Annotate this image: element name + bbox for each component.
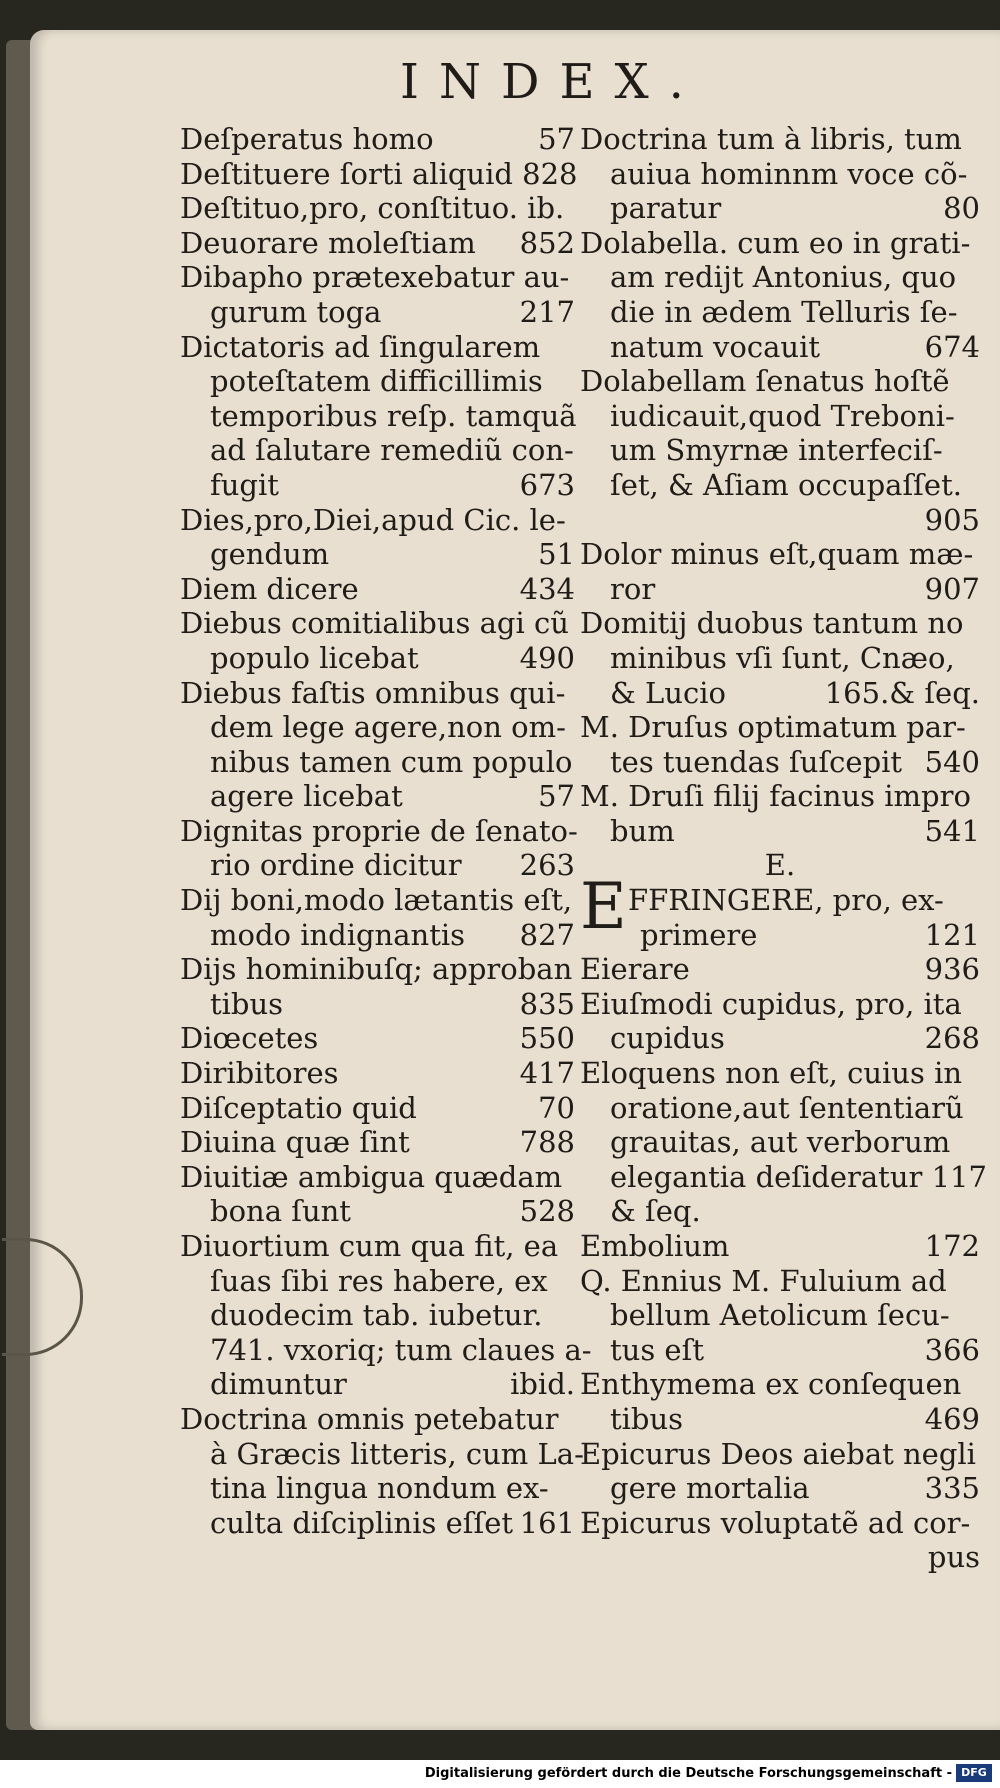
index-entry-text: rio ordine dicitur: [210, 848, 462, 883]
index-entry-text: Enthymema ex conſequen: [580, 1367, 962, 1402]
index-line: [180, 191, 575, 226]
index-entry-text: grauitas, aut verborum: [610, 1125, 951, 1160]
index-entry-text: Diſceptatio quid: [180, 1090, 417, 1125]
index-line: [180, 676, 575, 711]
index-entry-text: cupidus: [610, 1021, 725, 1056]
index-line: [580, 606, 980, 641]
index-entry-text: culta diſciplinis eſſet: [210, 1505, 514, 1540]
index-entry-text: gurum toga: [210, 294, 382, 329]
page-number: 268: [924, 1021, 980, 1056]
index-entry-text: natum vocauit: [610, 329, 820, 364]
index-entry-text: ſet, & Aſiam occupaſſet.: [610, 467, 962, 502]
index-entry-text: Embolium: [580, 1229, 730, 1263]
footer-bar: [0, 1760, 1000, 1788]
index-line: [180, 779, 575, 814]
page-number: 936: [924, 952, 980, 987]
index-entry-text: Doctrina omnis petebatur: [180, 1401, 559, 1436]
index-entry-text: Eierare: [580, 952, 690, 987]
index-entry-text: Dolabella. cum eo in grati-: [580, 225, 971, 260]
index-entry-text: primere: [640, 917, 758, 952]
index-entry-text: oratione,aut ſententiarũ: [610, 1090, 964, 1125]
index-entry-text: bum: [610, 813, 675, 848]
page-number: 70: [538, 1090, 575, 1125]
index-line: [180, 883, 575, 918]
drop-initial: E: [580, 870, 627, 945]
index-line: [580, 330, 980, 365]
page-number: pus: [927, 1540, 980, 1575]
page-number: 434: [519, 571, 575, 606]
index-line: [580, 1194, 980, 1229]
index-line: [180, 572, 575, 607]
index-entry-text: Diem dicere: [180, 571, 359, 606]
index-line: [180, 364, 575, 399]
index-entry-text: Deſtituo,pro, conſtituo. ib.: [180, 191, 565, 226]
index-entry-text: minibus vſi ſunt, Cnæo,: [610, 640, 955, 675]
index-entry-text: Dij boni,modo lætantis eſt,: [180, 883, 573, 918]
index-entry-text: Deuorare moleſtiam: [180, 225, 476, 260]
index-entry-text: Dies,pro,Diei,apud Cic. le-: [180, 502, 566, 537]
page-number: 263: [519, 848, 575, 883]
index-line: [580, 1229, 980, 1264]
index-line: [580, 1091, 980, 1126]
index-entry-text: ad ſalutare remediũ con-: [210, 433, 574, 468]
index-entry-text: Deſperatus homo: [180, 122, 434, 156]
index-entry-text: Dibapho prætexebatur au-: [180, 260, 570, 295]
index-line: [180, 848, 575, 883]
index-line: [180, 606, 575, 641]
page-number: 905: [924, 502, 980, 537]
index-line: [180, 503, 575, 538]
index-entry-text: gere mortalia: [610, 1471, 810, 1506]
index-entry-text: Doctrina tum à libris, tum: [580, 122, 962, 156]
right-column: [580, 122, 987, 1575]
index-entry-text: tibus: [610, 1401, 684, 1436]
page-number: 852: [519, 225, 575, 260]
page-number: 788: [519, 1125, 575, 1160]
index-line: [580, 918, 980, 953]
index-entry-text: tes tuendas ſuſcepit: [610, 744, 903, 779]
index-entry-text: Dijs hominibuſq; approban: [180, 952, 573, 987]
index-entry-text: Dolor minus eſt,quam mæ-: [580, 537, 974, 572]
index-line: [180, 468, 575, 503]
page-number: 217: [519, 294, 575, 329]
left-column: [180, 122, 592, 1540]
index-line: [580, 1437, 980, 1472]
index-line: [180, 156, 578, 192]
index-line: [580, 1021, 980, 1056]
index-entry-text: duodecim tab. iubetur.: [210, 1298, 543, 1333]
index-entry-text: Eloquens non eſt, cuius in: [580, 1056, 963, 1091]
page-number: 57: [538, 122, 575, 156]
index-line: [180, 1436, 584, 1472]
index-line: [580, 572, 980, 607]
index-line: [180, 226, 575, 261]
index-entry-text: dem lege agere,non om-: [210, 710, 566, 745]
index-entry-text: elegantia deſideratur 117: [610, 1159, 987, 1194]
page-number: 165.& ſeq.: [824, 675, 980, 710]
index-entry-text: 741. vxoriq; tum claues a-: [210, 1332, 592, 1367]
index-line: [580, 1159, 987, 1195]
index-line: [180, 330, 575, 365]
index-entry-text: tus eſt: [610, 1332, 704, 1367]
page-number: 827: [519, 917, 575, 952]
index-line: [580, 1333, 980, 1368]
index-line: [580, 1298, 980, 1333]
page-number: 490: [519, 640, 575, 675]
index-line: [580, 1540, 980, 1575]
index-line: [180, 1160, 575, 1195]
index-entry-text: ror: [610, 571, 656, 606]
index-line: [580, 676, 980, 711]
index-line: [180, 1402, 575, 1437]
index-entry-text: dimuntur: [210, 1367, 347, 1402]
index-entry-text: am redijt Antonius, quo: [610, 260, 957, 295]
footer-text: Digitalisierung gefördert durch die Deutsche Forschungsgemeinschaft -: [424, 1766, 952, 1781]
page-number: 550: [519, 1021, 575, 1056]
index-entry-text: nibus tamen cum populo: [210, 744, 573, 779]
index-line: [580, 1367, 980, 1402]
index-line: [180, 952, 575, 987]
index-entry-text: Diribitores: [180, 1056, 339, 1091]
index-line: [580, 987, 980, 1022]
index-line: [180, 1367, 575, 1402]
index-line: [180, 641, 575, 676]
index-entry-text: poteſtatem difficillimis: [210, 364, 543, 399]
index-line: [180, 1264, 575, 1299]
index-entry-text: Deſtituere ſorti aliquid 828: [180, 156, 578, 191]
index-entry-text: M. Druſi filij facinus impro: [580, 779, 971, 814]
index-entry-text: & Lucio: [610, 675, 726, 710]
index-line: [180, 295, 575, 330]
index-line: [180, 1471, 575, 1506]
page-number: 51: [538, 537, 575, 572]
page-number: 172: [924, 1229, 980, 1263]
index-entry-text: ſuas ſibi res habere, ex: [210, 1263, 548, 1298]
index-line: [180, 399, 575, 434]
index-line: [180, 1194, 575, 1229]
index-entry-text: auiua hominnm voce cõ-: [610, 156, 968, 191]
index-entry-text: iudicauit,quod Treboni-: [610, 398, 955, 433]
index-entry-text: tibus: [210, 986, 284, 1021]
index-line: [580, 1264, 980, 1299]
index-entry-text: E.: [764, 848, 796, 883]
page-number: ibid.: [510, 1367, 575, 1402]
index-line: [180, 1021, 575, 1056]
page-number: 541: [924, 813, 980, 848]
index-entry-text: agere licebat: [210, 779, 403, 814]
index-entry-text: temporibus reſp. tamquã: [210, 398, 577, 433]
index-line: [580, 433, 980, 468]
page-number: 674: [924, 329, 980, 364]
dfg-logo: DFG: [956, 1764, 992, 1782]
index-line: [180, 813, 578, 849]
index-line: [580, 537, 980, 572]
index-entry-text: & ſeq.: [610, 1194, 701, 1229]
index-line: [580, 399, 980, 434]
index-line: [580, 848, 980, 883]
index-entry-text: fugit: [210, 467, 279, 502]
index-line: [580, 1402, 980, 1437]
index-line: [580, 1471, 980, 1506]
page-number: 907: [924, 571, 980, 606]
index-line: [180, 122, 575, 157]
index-line: [580, 191, 980, 226]
page-number: 835: [519, 986, 575, 1021]
index-line: [580, 1125, 980, 1160]
index-line: [180, 1125, 575, 1160]
page-number: 57: [538, 779, 575, 814]
index-entry-text: M. Druſus optimatum par-: [580, 710, 966, 745]
index-line: [180, 1056, 575, 1091]
index-entry-text: bona ſunt: [210, 1194, 351, 1229]
index-line: [580, 710, 980, 745]
page-number: 469: [924, 1401, 980, 1436]
page-number: 528: [519, 1194, 575, 1229]
index-line: [180, 710, 575, 745]
index-line: [580, 1056, 980, 1091]
index-line: [180, 918, 575, 953]
index-entry-text: um Smyrnæ interfeciſ-: [610, 433, 943, 468]
index-entry-text: Domitij duobus tantum no: [580, 606, 964, 641]
index-entry-text: bellum Aetolicum ſecu-: [610, 1298, 950, 1333]
index-entry-text: Q. Ennius M. Fuluium ad: [580, 1263, 947, 1298]
page-number: 161: [519, 1505, 575, 1540]
index-line: [580, 814, 980, 849]
index-entry-text: Diebus comitialibus agi cũ: [180, 606, 569, 641]
index-entry-text: FFRINGERE, pro, ex-: [628, 883, 944, 918]
index-line: [580, 641, 980, 676]
index-entry-text: à Græcis litteris, cum La-: [210, 1436, 584, 1471]
index-entry-text: tina lingua nondum ex-: [210, 1471, 549, 1506]
index-line: [580, 745, 980, 780]
index-entry-text: populo licebat: [210, 640, 419, 675]
index-line: [180, 1506, 575, 1541]
index-entry-text: Diuortium cum qua fit, ea: [180, 1229, 559, 1263]
page-number: 417: [519, 1056, 575, 1091]
index-line: [580, 468, 980, 503]
page-number: 121: [924, 917, 980, 952]
index-entry-text: Diebus faſtis omnibus qui-: [180, 675, 566, 710]
page-number: 540: [924, 744, 980, 779]
index-entry-text: Epicurus voluptatẽ ad cor-: [580, 1505, 971, 1540]
page-title: INDEX.: [400, 54, 704, 110]
index-entry-text: Diuitiæ ambigua quædam: [180, 1159, 563, 1194]
index-entry-text: die in ædem Telluris ſe-: [610, 294, 958, 329]
index-line: [580, 503, 980, 538]
index-line: [580, 226, 980, 261]
index-entry-text: Dignitas proprie de ſenato-: [180, 813, 578, 848]
index-line: [580, 157, 980, 192]
index-entry-text: Dolabellam ſenatus hoſtẽ: [580, 364, 950, 399]
index-entry-text: Eiuſmodi cupidus, pro, ita: [580, 986, 962, 1021]
index-line: [180, 1298, 575, 1333]
index-entry-text: Diœcetes: [180, 1021, 319, 1056]
index-entry-text: modo indignantis: [210, 917, 466, 952]
index-line: [580, 260, 980, 295]
page-number: 366: [924, 1332, 980, 1367]
index-entry-text: gendum: [210, 537, 330, 572]
index-line: [180, 987, 575, 1022]
index-line: [580, 364, 980, 399]
page-number: 80: [943, 191, 980, 226]
page-number: 335: [924, 1471, 980, 1506]
index-line: [580, 779, 980, 814]
index-line: [180, 1091, 575, 1126]
index-entry-text: Diuina quæ ſint: [180, 1125, 410, 1160]
index-line: [580, 952, 980, 987]
page-number: 673: [519, 467, 575, 502]
index-line: [580, 1506, 980, 1541]
index-line: [180, 1332, 592, 1368]
index-entry-text: paratur: [610, 191, 722, 226]
index-line: [180, 260, 575, 295]
index-entry-text: Dictatoris ad ſingularem: [180, 329, 541, 364]
index-line: [180, 1229, 575, 1264]
index-line: [180, 433, 575, 468]
index-line: [180, 537, 575, 572]
index-line: [580, 122, 980, 157]
index-entry-text: Epicurus Deos aiebat negli: [580, 1436, 976, 1471]
index-line: [180, 745, 575, 780]
index-line: [580, 295, 980, 330]
